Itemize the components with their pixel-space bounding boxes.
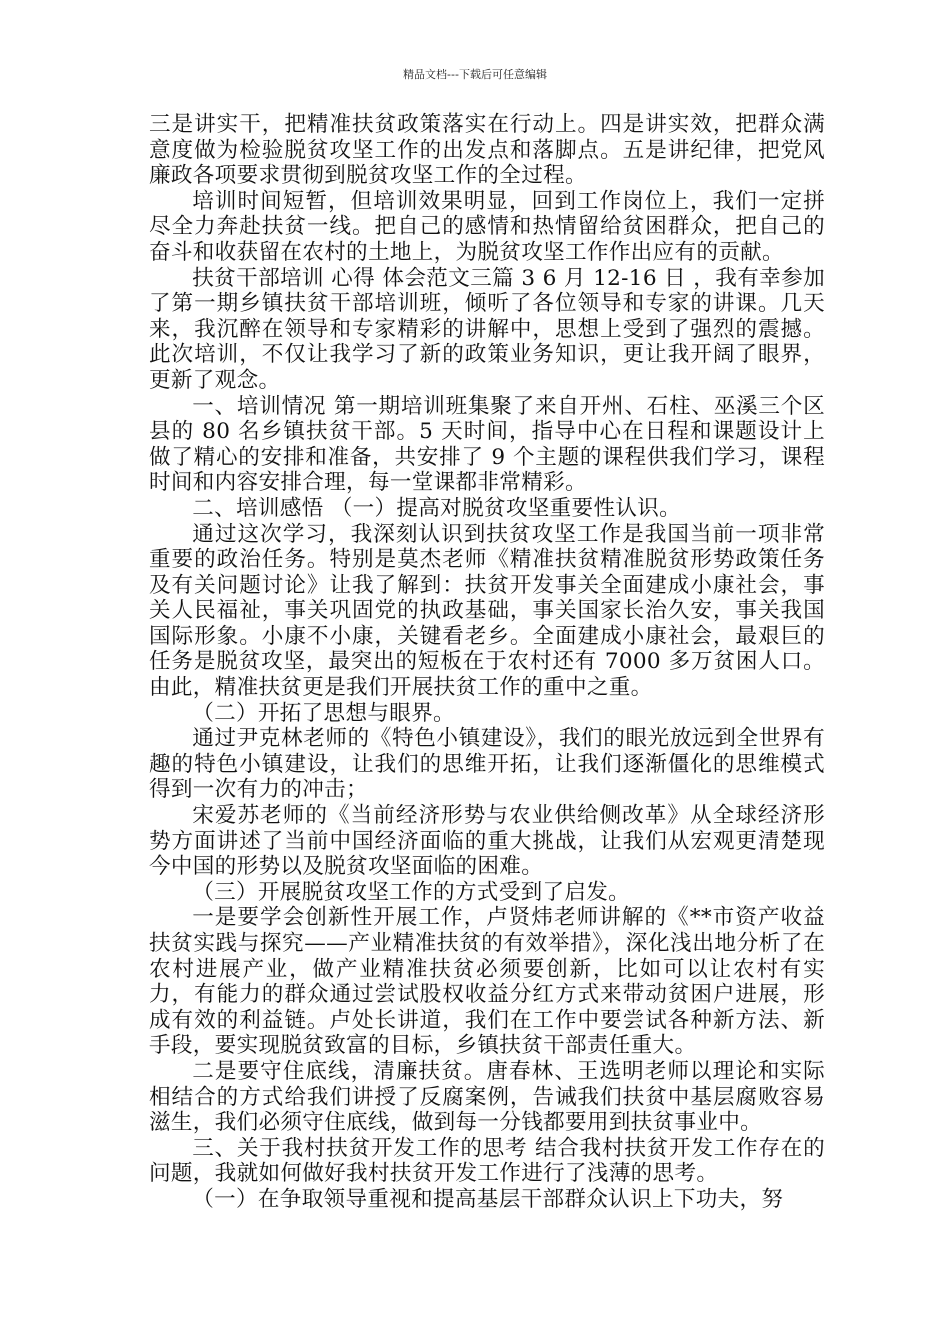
paragraph: 二、培训感悟 （一）提高对脱贫攻坚重要性认识。 [192, 495, 682, 521]
document-body [149, 112, 825, 1213]
paragraph: 三是讲实干，把精准扶贫政策落实在行动上。四是讲实效，把群众满意度做为检验脱贫攻坚工作的出发点和落脚点。五是讲纪律，把党风廉政各项要求贯彻到脱贫攻坚工作的全过程。 [149, 112, 825, 189]
paragraph: 通过这次学习，我深刻认识到扶贫攻坚工作是我国当前一项非常重要的政治任务。特别是莫杰老师《精准扶贫精准脱贫形势政策任务及有关问题讨论》让我了解到：扶贫开发事关全面建成小康社会，事关人民福祉，事关巩固党的执政基础，事关国家长治久安，事关我国国际形象。小康不小康，关键看老乡。全面建成小康社会，最艰巨的任务是脱贫攻坚，最突出的短板在于农村还有 7000 多万贫困人口。由此，精准扶贫更是我们开展扶贫工作的重中之重。 [149, 521, 825, 701]
paragraph: 培训时间短暂，但培训效果明显，回到工作岗位上，我们一定拼尽全力奔赴扶贫一线。把自己的感情和热情留给贫困群众，把自己的奋斗和收获留在农村的土地上，为脱贫攻坚工作作出应有的贡献。 [149, 188, 825, 265]
paragraph: 二是要守住底线，清廉扶贫。唐春林、王选明老师以理论和实际相结合的方式给我们讲授了反腐案例，告诫我们扶贫中基层腐败容易滋生，我们必须守住底线，做到每一分钱都要用到扶贫事业中。 [149, 1058, 825, 1136]
paragraph: 通过尹克林老师的《特色小镇建设》，我们的眼光放远到全世界有趣的特色小镇建设，让我们的思维开拓，让我们逐渐僵化的思维模式得到一次有力的冲击； [149, 726, 825, 803]
paragraph: （三）开展脱贫攻坚工作的方式受到了启发。 [192, 879, 631, 905]
paragraph: （一）在争取领导重视和提高基层干部群众认识上下功夫，努 [192, 1186, 784, 1212]
paragraph: 一、培训情况 第一期培训班集聚了来自开州、石柱、巫溪三个区县的 80 名乡镇扶贫干部。5 天时间，指导中心在日程和课题设计上做了精心的安排和准备，共安排了 9 个主题的课程供我们学习，课程时间和内容安排合理，每一堂课都非常精彩。 [149, 393, 825, 496]
paragraph: 三、关于我村扶贫开发工作的思考 结合我村扶贫开发工作存在的问题，我就如何做好我村扶贫开发工作进行了浅薄的思考。 [149, 1135, 825, 1187]
paragraph: （二）开拓了思想与眼界。 [192, 700, 455, 726]
page-header: 精品文档---下载后可任意编辑 [403, 68, 547, 81]
paragraph: 宋爱苏老师的《当前经济形势与农业供给侧改革》从全球经济形势方面讲述了当前中国经济面临的重大挑战，让我们从宏观更清楚现今中国的形势以及脱贫攻坚面临的困难。 [149, 803, 825, 880]
paragraph: 一是要学会创新性开展工作，卢贤炜老师讲解的《**市资产收益扶贫实践与探究——产业精准扶贫的有效举措》，深化浅出地分析了在农村进展产业，做产业精准扶贫必须要创新，比如可以让农村有实力，有能力的群众通过尝试股权收益分红方式来带动贫困户进展，形成有效的利益链。卢处长讲道，我们在工作中要尝试各种新方法、新手段，要实现脱贫致富的目标，乡镇扶贫干部责任重大。 [149, 905, 825, 1059]
paragraph: 扶贫干部培训 心得 体会范文三篇 3 6 月 12-16 日 ，我有幸参加了第一期乡镇扶贫干部培训班，倾听了各位领导和专家的讲课。几天来，我沉醉在领导和专家精彩的讲解中，思想上受到了强烈的震撼。此次培训，不仅让我学习了新的政策业务知识，更让我开阔了眼界，更新了观念。 [149, 265, 825, 393]
